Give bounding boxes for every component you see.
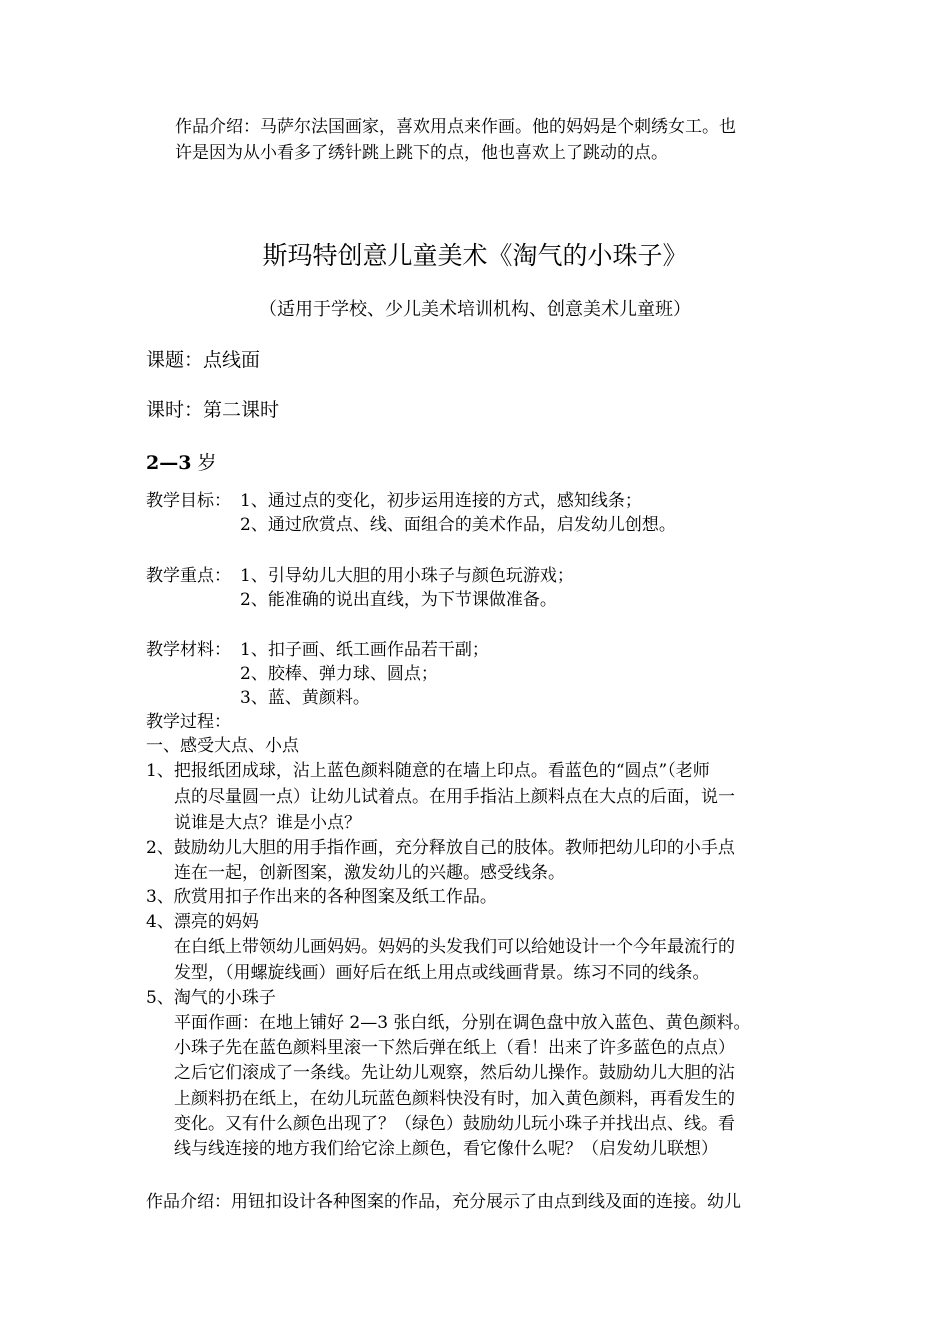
process-step-1-line: 1、把报纸团成球，沾上蓝色颜料随意的在墙上印点。看蓝色的“圆点”（老师 [146, 761, 710, 781]
materials-item: 1、扣子画、纸工画作品若干副； [240, 640, 489, 660]
focus-label: 教学重点： [146, 566, 231, 586]
process-section-1: 一、感受大点、小点 [146, 736, 299, 756]
process-step-4-line: 在白纸上带领幼儿画妈妈。妈妈的头发我们可以给她设计一个今年最流行的 [174, 937, 735, 957]
process-step-5-line: 上颜料扔在纸上，在幼儿玩蓝色颜料快没有时，加入黄色颜料，再看发生的 [174, 1089, 735, 1109]
process-step-4-line: 发型，（用螺旋线画）画好后在纸上用点或线画背景。练习不同的线条。 [174, 963, 710, 983]
materials-item: 3、蓝、黄颜料。 [240, 688, 370, 708]
document-subtitle: （适用于学校、少儿美术培训机构、创意美术儿童班） [259, 299, 691, 320]
process-step-5-line: 变化。又有什么颜色出现了？（绿色）鼓励幼儿玩小珠子并找出点、线。看 [174, 1114, 735, 1134]
process-step-5-line: 之后它们滚成了一条线。先让幼儿观察，然后幼儿操作。鼓励幼儿大胆的沾 [174, 1063, 735, 1083]
process-step-2-line: 2、鼓励幼儿大胆的用手指作画，充分释放自己的肢体。教师把幼儿印的小手点 [146, 838, 735, 858]
topic-line: 课题：点线面 [146, 349, 261, 371]
process-step-3: 3、欣赏用扣子作出来的各种图案及纸工作品。 [146, 887, 497, 907]
intro-top-line-1: 作品介绍：马萨尔法国画家，喜欢用点来作画。他的妈妈是个刺绣女工。也 [175, 117, 736, 137]
process-step-2-line: 连在一起，创新图案，激发幼儿的兴趣。感受线条。 [174, 863, 565, 883]
process-step-1-line: 说谁是大点？谁是小点？ [174, 813, 361, 833]
process-label: 教学过程： [146, 712, 231, 732]
process-step-5-title: 5、淘气的小珠子 [146, 988, 276, 1008]
age-range-unit: 岁 [197, 452, 217, 474]
goals-label: 教学目标： [146, 491, 231, 511]
materials-label: 教学材料： [146, 640, 231, 660]
period-line: 课时：第二课时 [146, 399, 280, 421]
goals-item: 1、通过点的变化，初步运用连接的方式，感知线条； [240, 491, 642, 511]
age-range [146, 450, 217, 476]
focus-item: 1、引导幼儿大胆的用小珠子与颜色玩游戏； [240, 566, 574, 586]
process-step-1-line: 点的尽量圆一点）让幼儿试着点。在用手指沾上颜料点在大点的后面，说一 [174, 787, 735, 807]
goals-item: 2、通过欣赏点、线、面组合的美术作品，启发幼儿创想。 [240, 515, 676, 535]
process-step-5-line: 平面作画：在地上铺好 2—3 张白纸，分别在调色盘中放入蓝色、黄色颜料。 [174, 1013, 751, 1033]
intro-bottom-line: 作品介绍：用钮扣设计各种图案的作品，充分展示了由点到线及面的连接。幼儿 [146, 1192, 741, 1212]
document-title: 斯玛特创意儿童美术《淘气的小珠子》 [262, 241, 688, 270]
process-step-5-line: 线与线连接的地方我们给它涂上颜色，看它像什么呢？（启发幼儿联想） [174, 1139, 718, 1159]
age-range-value: 2—3 [146, 452, 192, 474]
intro-top-line-2: 许是因为从小看多了绣针跳上跳下的点，他也喜欢上了跳动的点。 [175, 143, 668, 163]
process-step-4-title: 4、漂亮的妈妈 [146, 912, 259, 932]
process-step-5-line: 小珠子先在蓝色颜料里滚一下然后弹在纸上（看！出来了许多蓝色的点点） [174, 1038, 735, 1058]
materials-item: 2、胶棒、弹力球、圆点； [240, 664, 438, 684]
focus-item: 2、能准确的说出直线，为下节课做准备。 [240, 590, 557, 610]
